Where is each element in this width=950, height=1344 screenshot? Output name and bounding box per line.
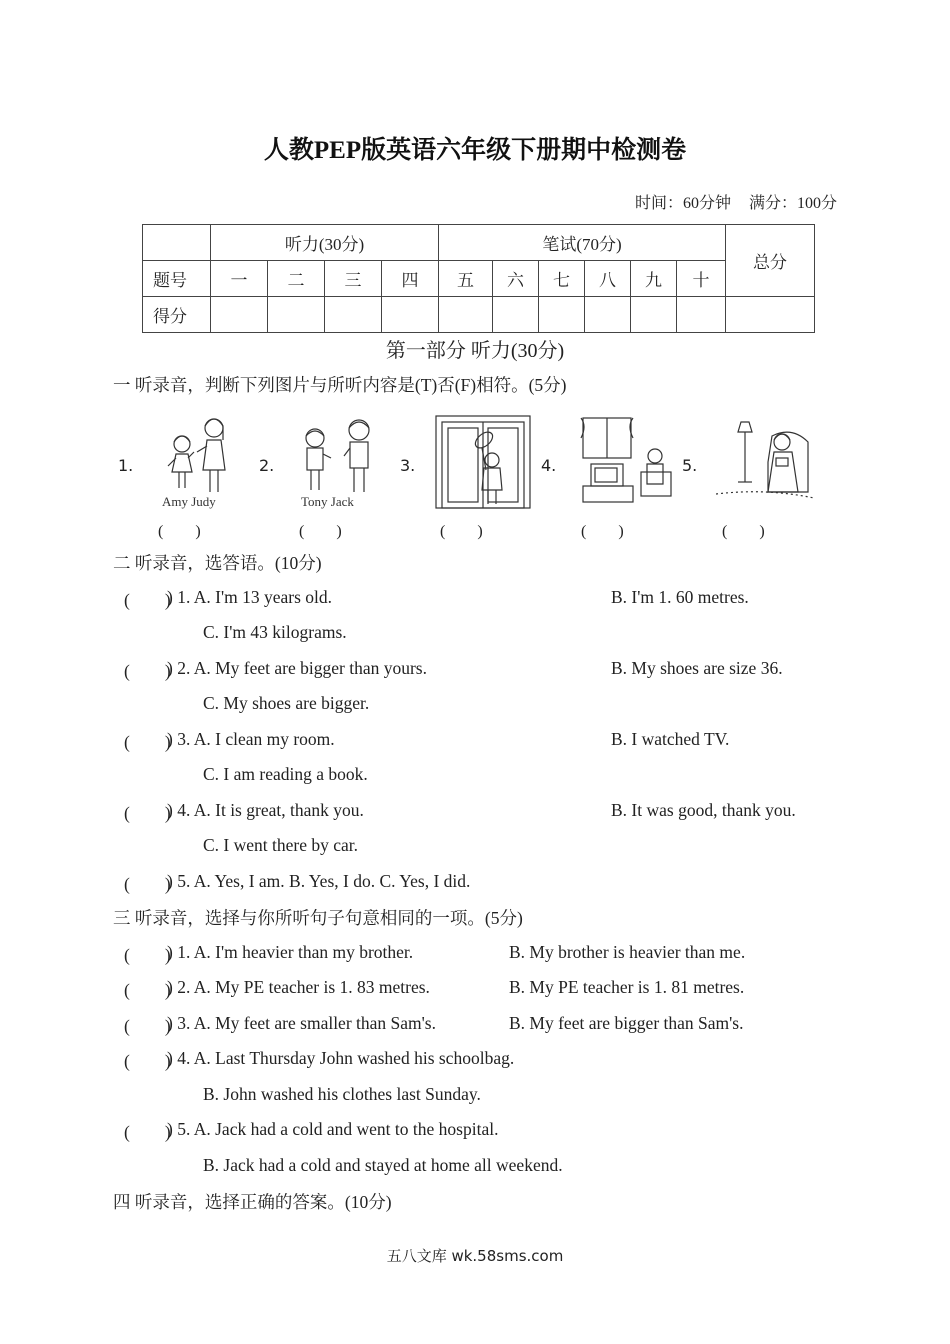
answer-blank[interactable]: ( ) (440, 523, 483, 540)
two-girls-picture-icon (152, 412, 242, 512)
score-table (142, 224, 815, 333)
answer-blank[interactable]: ( ) (124, 803, 171, 823)
column-number: 五 (439, 261, 493, 297)
question-option-b: B. My shoes are size 36. (611, 658, 783, 678)
picture-number: 1. (118, 456, 134, 475)
picture-number: 2. (259, 456, 275, 475)
column-number: 七 (539, 261, 585, 297)
score-cell[interactable] (439, 297, 493, 333)
answer-blank[interactable]: ( ) (124, 661, 171, 681)
answer-blank[interactable]: ( ) (124, 874, 171, 894)
score-cell[interactable] (493, 297, 539, 333)
time-limit: 时间：60分钟 (634, 195, 731, 212)
page-title: 人教PEP版英语六年级下册期中检测卷 (263, 137, 687, 164)
section-2-heading: 二 听录音，选答语。(10分) (113, 553, 322, 573)
answer-blank[interactable]: ( ) (299, 523, 342, 540)
column-number: 四 (382, 261, 439, 297)
answer-blank[interactable]: ( ) (124, 732, 171, 752)
score-cell[interactable] (211, 297, 268, 333)
picture-number: 4. (541, 456, 557, 475)
question-option-b: B. Jack had a cold and stayed at home all weekend. (203, 1155, 563, 1175)
question-option-b: B. It was good, thank you. (611, 800, 796, 820)
picture-caption: Amy Judy (162, 494, 216, 509)
answer-blank[interactable]: ( ) (722, 523, 765, 540)
score-cell[interactable] (585, 297, 631, 333)
two-boys-picture-icon (293, 412, 383, 512)
question-option-b: B. John washed his clothes last Sunday. (203, 1084, 481, 1104)
question-option-a: ) 4. A. It is great, thank you. (167, 800, 364, 820)
part-one-title: 第一部分 听力(30分) (385, 340, 565, 362)
question-option-b: B. My feet are bigger than Sam's. (509, 1013, 744, 1033)
answer-blank[interactable]: ( ) (581, 523, 624, 540)
section-1-heading: 一 听录音，判断下列图片与所听内容是(T)否(F)相符。(5分) (113, 375, 567, 395)
question-option-b: B. My PE teacher is 1. 81 metres. (509, 977, 745, 997)
column-number: 三 (325, 261, 382, 297)
answer-blank[interactable]: ( ) (158, 523, 201, 540)
question-option-a: ) 5. A. Yes, I am. B. Yes, I do. C. Yes, I did. (167, 871, 471, 891)
picture-row (118, 412, 838, 542)
question-option-a: ) 4. A. Last Thursday John washed his schoolbag. (167, 1048, 515, 1068)
answer-blank[interactable]: ( ) (124, 945, 171, 965)
section-4-heading: 四 听录音，选择正确的答案。(10分) (113, 1192, 392, 1212)
picture-number: 5. (682, 456, 698, 475)
score-cell[interactable] (382, 297, 439, 333)
exam-meta (621, 190, 837, 213)
score-cell[interactable] (677, 297, 726, 333)
listening-header: 听力(30分) (211, 225, 439, 261)
answer-blank[interactable]: ( ) (124, 590, 171, 610)
score-cell[interactable] (268, 297, 325, 333)
answer-blank[interactable]: ( ) (124, 1016, 171, 1036)
question-option-b: B. I'm 1. 60 metres. (611, 587, 749, 607)
row-label-number: 题号 (143, 261, 211, 297)
question-option-a: ) 2. A. My PE teacher is 1. 83 metres. (167, 977, 430, 997)
column-number: 八 (585, 261, 631, 297)
footer-watermark: 五八文库 wk.58sms.com (386, 1247, 564, 1265)
question-option-c: C. I'm 43 kilograms. (203, 622, 347, 642)
column-number: 六 (493, 261, 539, 297)
boy-watching-tv-picture-icon (575, 412, 675, 512)
question-option-c: C. I went there by car. (203, 835, 359, 855)
question-option-a: ) 3. A. I clean my room. (167, 729, 335, 749)
question-option-a: ) 3. A. My feet are smaller than Sam's. (167, 1013, 436, 1033)
score-table-corner (143, 225, 211, 261)
answer-blank[interactable]: ( ) (124, 1051, 171, 1071)
question-option-a: ) 1. A. I'm 13 years old. (167, 587, 333, 607)
question-option-c: C. My shoes are bigger. (203, 693, 370, 713)
total-header: 总分 (726, 225, 815, 297)
row-label-score: 得分 (143, 297, 211, 333)
score-cell[interactable] (726, 297, 815, 333)
writing-header: 笔试(70分) (439, 225, 726, 261)
column-number: 九 (631, 261, 677, 297)
column-number: 一 (211, 261, 268, 297)
score-cell[interactable] (631, 297, 677, 333)
question-option-a: ) 2. A. My feet are bigger than yours. (167, 658, 427, 678)
answer-blank[interactable]: ( ) (124, 1122, 171, 1142)
full-score: 满分：100分 (748, 195, 837, 212)
question-option-a: ) 5. A. Jack had a cold and went to the hospital. (167, 1119, 499, 1139)
picture-number: 3. (400, 456, 416, 475)
column-number: 二 (268, 261, 325, 297)
question-option-b: B. My brother is heavier than me. (509, 942, 746, 962)
answer-blank[interactable]: ( ) (124, 980, 171, 1000)
score-cell[interactable] (325, 297, 382, 333)
question-option-c: C. I am reading a book. (203, 764, 368, 784)
girl-reading-chair-picture-icon (716, 412, 816, 512)
girl-cleaning-window-picture-icon (434, 412, 534, 512)
section-3-heading: 三 听录音，选择与你所听句子句意相同的一项。(5分) (113, 908, 523, 928)
question-option-b: B. I watched TV. (611, 729, 730, 749)
question-option-a: ) 1. A. I'm heavier than my brother. (167, 942, 414, 962)
picture-caption: Tony Jack (301, 494, 354, 509)
score-cell[interactable] (539, 297, 585, 333)
column-number: 十 (677, 261, 726, 297)
